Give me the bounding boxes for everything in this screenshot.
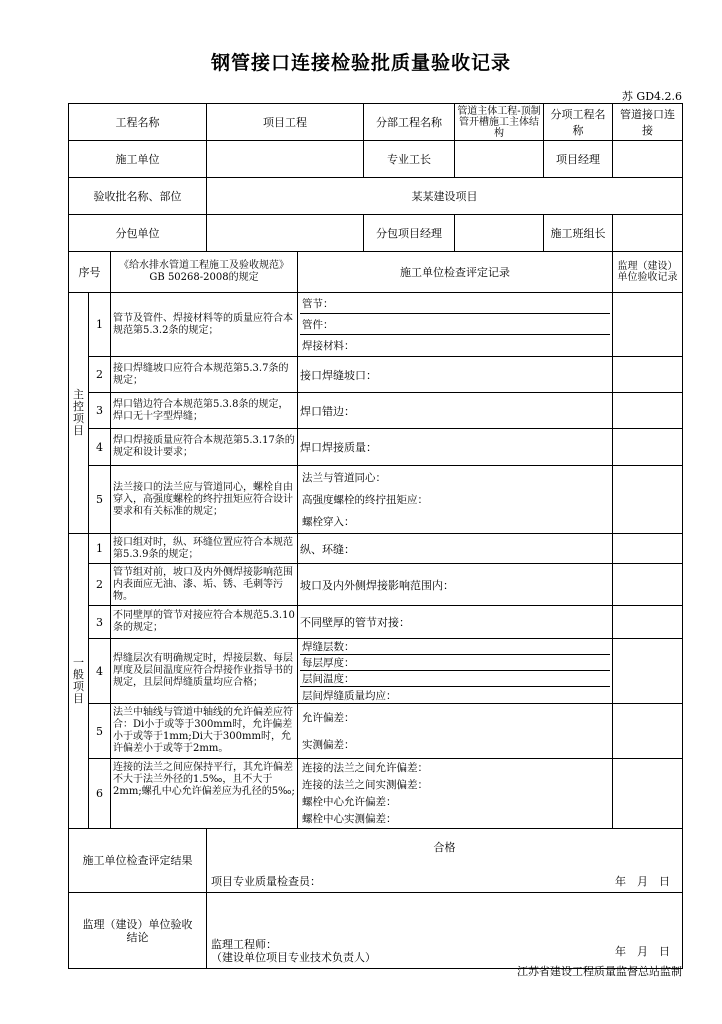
general-item-record-line[interactable]: 连接的法兰之间实测偏差： — [302, 779, 429, 791]
main-item-no: 2 — [89, 357, 111, 393]
supervision-record-cell[interactable] — [613, 639, 683, 704]
main-item-record-line[interactable]: 接口焊缝坡口： — [298, 357, 613, 393]
supervision-date[interactable]: 年 月 日 — [615, 945, 671, 958]
general-item-record-line[interactable]: 坡口及内外侧焊接影响范围内： — [298, 564, 613, 606]
header-row-batch — [69, 178, 683, 215]
general-item-record-line[interactable]: 层间焊缝质量均应： — [302, 689, 397, 702]
pm-value[interactable] — [613, 141, 683, 178]
item-project-value[interactable]: 管道接口连接 — [613, 104, 683, 141]
batch-value[interactable]: 某某建设项目 — [207, 178, 683, 215]
main-item-record-line[interactable]: 焊接材料： — [302, 340, 355, 352]
supervision-result-row — [69, 893, 683, 969]
general-item-row — [69, 534, 683, 564]
sub-pm-value[interactable] — [455, 215, 544, 252]
general-item-record-line[interactable]: 螺栓中心允许偏差： — [302, 796, 397, 808]
general-item-record-line[interactable]: 允许偏差： — [302, 712, 355, 724]
sub-pm-label: 分包项目经理 — [364, 215, 455, 252]
general-item-record-line[interactable]: 焊缝层数： — [300, 639, 610, 655]
general-item-row — [69, 564, 683, 606]
form-code: 苏 GD4.2.6 — [621, 90, 682, 103]
general-item-record-line[interactable]: 每层厚度： — [300, 655, 610, 671]
general-item-record-line[interactable]: 纵、环缝： — [298, 534, 613, 564]
record-header: 施工单位检查评定记录 — [298, 252, 613, 293]
contractor-result-cell[interactable] — [207, 829, 683, 893]
team-leader-value[interactable] — [613, 215, 683, 252]
subcontractor-value[interactable] — [207, 215, 364, 252]
general-item-standard: 法兰中轴线与管道中轴线的允许偏差应符合：Di小于或等于300mm时，允许偏差小于或等于1mm;Di大于300mm时，允许偏差小于或等于2mm。 — [111, 704, 298, 759]
general-item-row — [69, 704, 683, 759]
main-item-standard: 接口焊缝坡口应符合本规范第5.3.7条的规定； — [111, 357, 298, 393]
supervision-record-cell[interactable] — [613, 534, 683, 564]
general-item-record-line[interactable]: 层间温度： — [300, 671, 610, 687]
main-item-standard: 焊口错边符合本规范第5.3.8条的规定，焊口无十字型焊缝； — [111, 393, 298, 429]
footer-issuer: 江苏省建设工程质量监督总站监制 — [517, 965, 682, 978]
contractor-value[interactable] — [207, 141, 364, 178]
general-item-standard: 不同壁厚的管节对接应符合本规范5.3.10条的规定； — [111, 606, 298, 639]
sub-project-value[interactable]: 管道主体工程-顶制管开槽施工主体结构 — [455, 104, 544, 141]
main-item-record-line[interactable]: 高强度螺栓的终拧扭矩应： — [302, 493, 429, 506]
general-item-no: 4 — [89, 639, 111, 704]
page-title: 钢管接口连接检验批质量验收记录 — [210, 52, 511, 74]
main-item-row — [69, 393, 683, 429]
main-item-standard: 管节及管件、焊接材料等的质量应符合本规范第5.3.2条的规定； — [111, 293, 298, 357]
main-item-record-line[interactable]: 焊口焊接质量： — [298, 429, 613, 466]
general-item-record-line[interactable]: 螺栓中心实测偏差： — [302, 813, 397, 825]
main-item-row — [69, 293, 683, 357]
pm-label: 项目经理 — [544, 141, 613, 178]
quality-inspector-label: 项目专业质量检查员： — [211, 875, 322, 888]
header-row-contractor — [69, 141, 683, 178]
general-item-standard: 焊缝层次有明确规定时，焊接层数、每层厚度及层间温度应符合焊接作业指导书的规定，且层间焊缝质量均应合格； — [111, 639, 298, 704]
supervision-result-cell[interactable] — [207, 893, 683, 969]
main-item-no: 5 — [89, 466, 111, 534]
header-row-subcontractor — [69, 215, 683, 252]
general-item-no: 1 — [89, 534, 111, 564]
column-header-row — [69, 252, 683, 293]
inspection-form-table — [68, 103, 683, 969]
supervision-record-cell[interactable] — [613, 704, 683, 759]
main-item-standard: 焊口焊接质量应符合本规范第5.3.17条的规定和设计要求； — [111, 429, 298, 466]
general-group-label: 一 般 项 目 — [69, 534, 89, 829]
general-item-standard: 接口组对时，纵、环缝位置应符合本规范第5.3.9条的规定； — [111, 534, 298, 564]
general-item-no: 5 — [89, 704, 111, 759]
main-item-row — [69, 429, 683, 466]
general-item-no: 2 — [89, 564, 111, 606]
supervision-record-cell[interactable] — [613, 606, 683, 639]
contractor-label: 施工单位 — [69, 141, 207, 178]
header-row-project — [69, 104, 683, 141]
supervision-header: 监理（建设）单位验收记录 — [613, 252, 683, 293]
general-item-record-line[interactable]: 实测偏差： — [302, 739, 355, 751]
seq-header: 序号 — [69, 252, 111, 293]
contractor-result-row — [69, 829, 683, 893]
item-project-label: 分项工程名称 — [544, 104, 613, 141]
general-item-standard: 连接的法兰之间应保持平行，其允许偏差不大于法兰外径的1.5‰，且不大于2mm;螺孔中心允许偏差应为孔径的5‰; — [111, 759, 298, 829]
general-item-record-line[interactable]: 连接的法兰之间允许偏差： — [302, 762, 429, 774]
supervision-record-cell[interactable] — [613, 466, 683, 534]
supervision-record-cell[interactable] — [613, 293, 683, 357]
contractor-date[interactable]: 年 月 日 — [615, 875, 671, 888]
main-item-record-line[interactable]: 螺栓穿入： — [302, 515, 355, 528]
main-item-record-line[interactable]: 管节： — [300, 293, 610, 314]
supervision-engineer-label: 监理工程师： — [211, 938, 278, 951]
supervision-record-cell[interactable] — [613, 759, 683, 829]
team-leader-label: 施工班组长 — [544, 215, 613, 252]
supervision-record-cell[interactable] — [613, 564, 683, 606]
main-group-label: 主 控 项 目 — [69, 293, 89, 534]
subcontractor-label: 分包单位 — [69, 215, 207, 252]
main-item-no: 1 — [89, 293, 111, 357]
supervision-result-label: 监理（建设）单位验收结论 — [69, 893, 207, 969]
project-name-value[interactable]: 项目工程 — [207, 104, 364, 141]
contractor-verdict[interactable]: 合格 — [433, 841, 456, 854]
main-item-record-line[interactable]: 法兰与管道同心： — [302, 471, 387, 484]
project-name-label: 工程名称 — [69, 104, 207, 141]
general-item-standard: 管节组对前，坡口及内外侧焊接影响范围内表面应无油、漆、垢、锈、毛刺等污物。 — [111, 564, 298, 606]
general-item-no: 6 — [89, 759, 111, 829]
main-item-standard: 法兰接口的法兰应与管道同心，螺栓自由穿入，高强度螺栓的终拧扭矩应符合设计要求和有关标准的规定； — [111, 466, 298, 534]
supervision-engineer-note: （建设单位项目专业技术负责人） — [211, 951, 377, 964]
sub-project-label: 分部工程名称 — [364, 104, 455, 141]
main-item-record-line[interactable]: 管件： — [300, 314, 610, 335]
general-item-row — [69, 606, 683, 639]
supervision-record-cell[interactable] — [613, 393, 683, 429]
standard-header: 《给水排水管道工程施工及验收规范》GB 50268-2008的规定 — [111, 252, 298, 293]
general-item-row — [69, 639, 683, 704]
supervision-record-cell[interactable] — [613, 429, 683, 466]
main-item-no: 4 — [89, 429, 111, 466]
specialist-value[interactable] — [455, 141, 544, 178]
main-item-no: 3 — [89, 393, 111, 429]
specialist-label: 专业工长 — [364, 141, 455, 178]
main-item-row — [69, 466, 683, 534]
general-item-no: 3 — [89, 606, 111, 639]
general-item-row — [69, 759, 683, 829]
batch-label: 验收批名称、部位 — [69, 178, 207, 215]
main-item-row — [69, 357, 683, 393]
contractor-result-label: 施工单位检查评定结果 — [69, 829, 207, 893]
general-item-record-line[interactable]: 不同壁厚的管节对接： — [298, 606, 613, 639]
main-item-record-line[interactable]: 焊口错边： — [298, 393, 613, 429]
supervision-record-cell[interactable] — [613, 357, 683, 393]
